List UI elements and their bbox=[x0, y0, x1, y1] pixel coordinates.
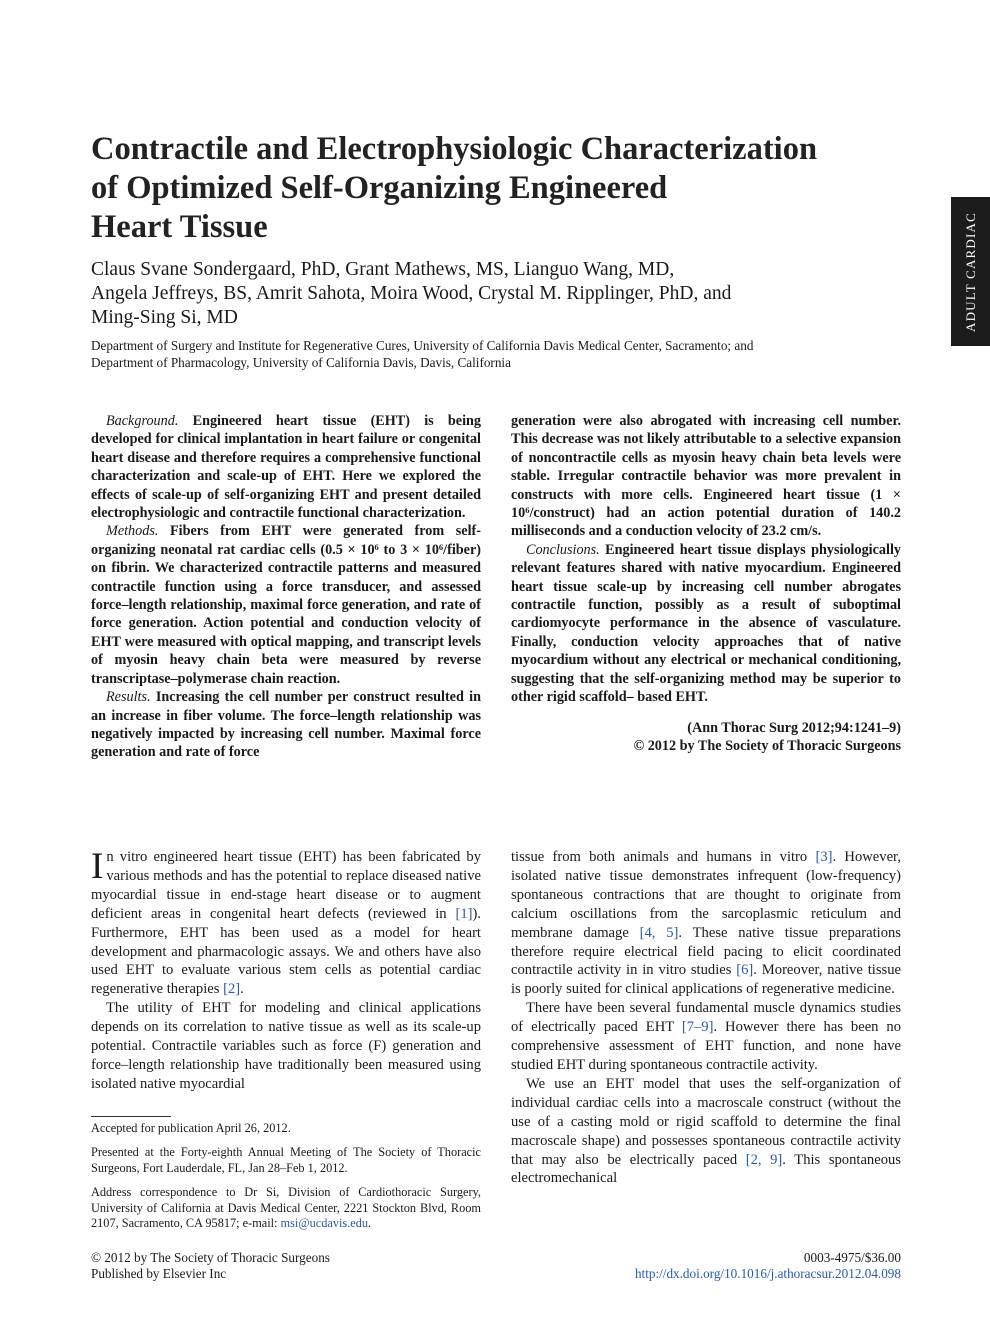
footnote-presented: Presented at the Forty-eighth Annual Meeting of The Society of Thoracic Surgeons, Fort Lauderdale, FL, Jan 28–Feb 1, 2012. bbox=[91, 1145, 481, 1175]
abstract-copyright: © 2012 by The Society of Thoracic Surgeons bbox=[633, 737, 901, 754]
reference-link[interactable]: [2, 9] bbox=[745, 1151, 783, 1168]
abstract-background bbox=[91, 412, 481, 522]
abstract-left-column bbox=[91, 412, 481, 762]
body-paragraph bbox=[91, 848, 481, 999]
reference-link[interactable]: [4, 5] bbox=[639, 924, 679, 941]
author-line: Ming-Sing Si, MD bbox=[91, 307, 238, 328]
footer-left bbox=[91, 1250, 330, 1282]
abstract-conclusions bbox=[511, 541, 901, 707]
footnote-address bbox=[91, 1185, 481, 1231]
affiliation-line: Department of Pharmacology, University of California Davis, Davis, California bbox=[91, 354, 511, 370]
abstract-text: Engineered heart tissue (EHT) is being developed for clinical implantation in heart failure or congenital heart disease and therefore requires a comprehensive functional characterization and scale-up of EHT. Here we explored the effects of scale-up of self-organizing EHT and present detailed electrophysiologic and contractile functional characterization. bbox=[91, 413, 482, 522]
footnote-text: . bbox=[368, 1216, 372, 1231]
reference-link[interactable]: [7–9] bbox=[681, 1019, 714, 1036]
body-text: ). Furthermore, EHT has been used as a model for heart development and pharmacologic assays. We and others have also used EHT to evaluate various stem cells as potential cardiac regenerative therapies bbox=[91, 905, 481, 998]
title-line: of Optimized Self-Organizing Engineered bbox=[91, 170, 668, 206]
email-link[interactable]: msi@ucdavis.edu bbox=[280, 1216, 369, 1231]
title-line: Contractile and Electrophysiologic Characterization bbox=[91, 131, 818, 167]
title-line: Heart Tissue bbox=[91, 209, 268, 245]
body-text: . However there has been no comprehensive assessment of EHT function, and none have studied EHT during spontaneous contractile activity. bbox=[511, 1019, 901, 1073]
reference-link[interactable]: [6] bbox=[736, 962, 754, 979]
footnote-divider bbox=[91, 1116, 171, 1117]
author-line: Claus Svane Sondergaard, PhD, Grant Mathews, MS, Lianguo Wang, MD, bbox=[91, 259, 675, 280]
body-right-column bbox=[511, 848, 901, 1188]
abstract-results bbox=[91, 688, 481, 762]
abstract-label: Background. bbox=[106, 413, 179, 429]
author-list bbox=[91, 258, 911, 330]
footnote-text: Address correspondence to Dr Si, Division of Cardiothoracic Surgery, University of California at Davis Medical Center, 2221 Stockton Blvd, Room 2107, Sacramento, CA 95817; e-mail: bbox=[91, 1185, 481, 1231]
body-text: n vitro engineered heart tissue (EHT) has been fabricated by various methods and has the potential to replace diseased native myocardial tissue in end-stage heart disease or to augment deficient areas in congenital heart defects (reviewed in bbox=[91, 849, 481, 922]
body-paragraph: The utility of EHT for modeling and clinical applications depends on its correlation to native tissue as well as its scale-up potential. Contractile variables such as force (F) generation and force–length relationship have traditionally been measured using isolated native myocardial bbox=[91, 1000, 481, 1092]
body-text: There have been several fundamental muscle dynamics studies of electrically paced EHT bbox=[511, 1000, 901, 1036]
footer-issn-price: 0003-4975/$36.00 bbox=[803, 1250, 901, 1265]
author-line: Angela Jeffreys, BS, Amrit Sahota, Moira Wood, Crystal M. Ripplinger, PhD, and bbox=[91, 283, 732, 304]
footnotes bbox=[91, 1121, 481, 1240]
affiliation-line: Department of Surgery and Institute for Regenerative Cures, University of California Davis Medical Center, Sacramento; and bbox=[91, 338, 754, 353]
abstract-text: Engineered heart tissue displays physiologically relevant features shared with native myocardium. Engineered heart tissue scale-up by increasing cell number abrogates contractile function, possibly as a result of suboptimal cardiomyocyte performance in the absence of vasculature. Finally, conduction velocity approaches that of native myocardium without any electrical or mechanical conditioning, suggesting that the self-organizing method may be superior to other rigid scaffold– based EHT. bbox=[511, 541, 901, 706]
journal-citation: (Ann Thorac Surg 2012;94:1241–9) bbox=[687, 719, 901, 736]
abstract-results-continued: generation were also abrogated with increasing cell number. This decrease was not likely attributable to a selective expansion of noncontractile cells as myosin heavy chain beta levels were stable. Irregular contractile behavior was more prevalent in constructs with more cells. Engineered heart tissue (1 × 10⁶/construct) had an action potential duration of 140.2 milliseconds and a conduction velocity of 23.2 cm/s. bbox=[511, 413, 901, 540]
reference-link[interactable]: [1] bbox=[455, 905, 473, 922]
abstract-text: Fibers from EHT were generated from self-organizing neonatal rat cardiac cells (0.5 × 10⁶ to 3 × 10⁶/fiber) on fibrin. We characterized contractile patterns and measured contractile function using a force transducer, and assessed force–length relationship, maximal force generation, and rate of force generation. Action potential and conduction velocity of EHT were measured with optical mapping, and transcript levels of myosin heavy chain beta were measured by reverse transcriptase–polymerase chain reaction. bbox=[91, 523, 481, 687]
section-tab-label: ADULT CARDIAC bbox=[962, 211, 978, 332]
section-tab bbox=[951, 197, 990, 346]
body-text: tissue from both animals and humans in vitro bbox=[511, 849, 816, 865]
footer-right bbox=[600, 1250, 901, 1282]
drop-cap: I bbox=[91, 846, 104, 887]
reference-link[interactable]: [2] bbox=[223, 981, 241, 998]
body-left-column bbox=[91, 848, 481, 1094]
abstract-label: Methods. bbox=[106, 523, 159, 540]
abstract-right-column bbox=[511, 412, 901, 755]
body-paragraph bbox=[511, 999, 901, 1075]
body-text: . bbox=[240, 981, 244, 998]
abstract-label: Results. bbox=[106, 689, 151, 706]
abstract-label: Conclusions. bbox=[526, 541, 600, 558]
body-text: . However, isolated native tissue demonstrates infrequent (low-frequency) spontaneous contractions that are thought to originate from calcium oscillations from the sarcoplasmic reticulum and membrane damage bbox=[511, 849, 901, 941]
reference-link[interactable]: [3] bbox=[815, 849, 833, 865]
body-text: . Moreover, native tissue is poorly suited for clinical applications of regenerative medicine. bbox=[511, 962, 901, 998]
footer-publisher: Published by Elsevier Inc bbox=[91, 1266, 227, 1281]
footer-copyright: © 2012 by The Society of Thoracic Surgeons bbox=[91, 1250, 330, 1265]
body-text: We use an EHT model that uses the self-organization of individual cardiac cells into a macroscale construct (without the use of a casting mold or rigid scaffold to determine the final macroscale shape) and possesses spontaneous contractile activity that may also be electrically paced bbox=[511, 1075, 901, 1168]
doi-link[interactable]: http://dx.doi.org/10.1016/j.athoracsur.2012.04.098 bbox=[634, 1266, 901, 1281]
body-paragraph bbox=[511, 848, 901, 999]
abstract-methods bbox=[91, 522, 481, 688]
body-text: . This spontaneous electromechanical bbox=[511, 1151, 901, 1187]
body-text: . These native tissue preparations therefore require electrical field pacing to elicit coordinated contractile activity in in vitro studies bbox=[511, 924, 901, 979]
footnote-accepted: Accepted for publication April 26, 2012. bbox=[91, 1121, 291, 1135]
body-paragraph bbox=[511, 1075, 901, 1188]
affiliations bbox=[91, 338, 911, 371]
abstract-text: Increasing the cell number per construct resulted in an increase in fiber volume. The force–length relationship was negatively impacted by increasing cell number. Maximal force generation and rate of force bbox=[91, 689, 481, 761]
article-title bbox=[91, 130, 921, 247]
